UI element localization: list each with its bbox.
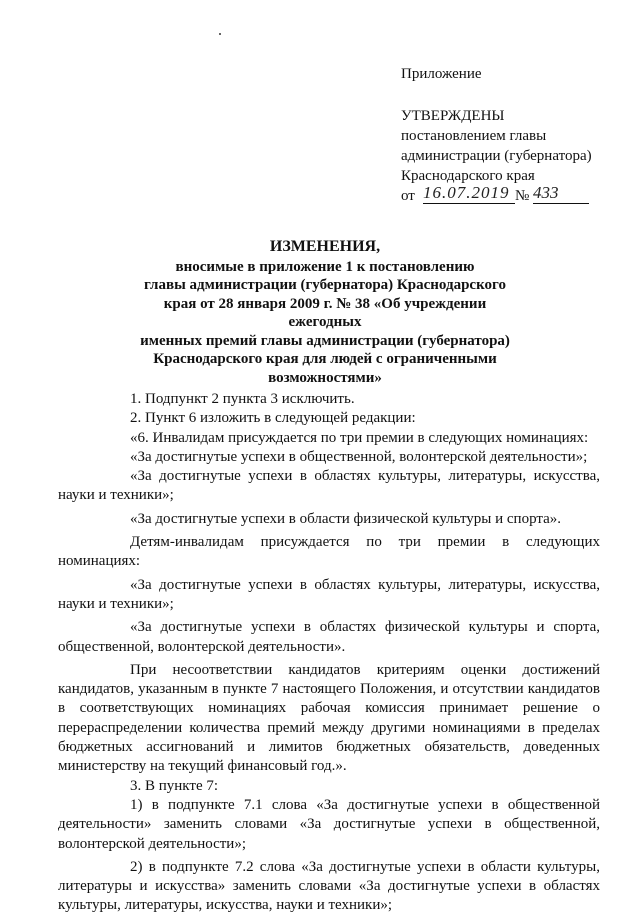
paragraph-2: 2. Пункт 6 изложить в следующей редакции: — [130, 410, 416, 427]
paragraph-7: Детям-инвалидам присуждается по три премии в следующих номинациях: — [58, 534, 600, 570]
document-title — [130, 238, 520, 387]
handwritten-date: 16.07.2019 — [423, 183, 515, 204]
from-label: от — [401, 188, 415, 204]
paragraph-3: «6. Инвалидам присуждается по три премии в следующих номинациях: — [130, 429, 589, 446]
title-line-2: главы администрации (губернатора) Краснодарского — [144, 277, 506, 293]
document-body — [58, 390, 600, 916]
paragraph-8: «За достигнутые успехи в областях культуры, литературы, искусства, науки и техники»; — [58, 576, 600, 612]
scan-speck — [219, 33, 221, 35]
approved-label: УТВЕРЖДЕНЫ — [401, 108, 505, 124]
title-line-6: возможностями» — [268, 369, 382, 386]
paragraph-10: При несоответствии кандидатов критериям оценки достижений кандидатов, указанным в пункте 7 настоящего Положения, и отсутствии кандидатов в соответствующих номинациях рабочая комиссия принимает решение о перераспределении количества премий между другими номинациями в пределах бюджетных ассигнований и лимитов бюджетных обязательств, доведенных министерству на текущий финансовый год.». — [58, 661, 600, 775]
paragraph-4: «За достигнутые успехи в общественной, волонтерской деятельности»; — [130, 448, 588, 465]
approval-line-3: Краснодарского края — [401, 168, 535, 184]
title-main: ИЗМЕНЕНИЯ, — [269, 238, 381, 255]
handwritten-number: 433 — [533, 183, 589, 204]
approval-line-2: администрации (губернатора) — [401, 148, 592, 164]
date-number-line — [401, 183, 631, 208]
approval-line-1: постановлением главы — [401, 128, 547, 144]
paragraph-12: 1) в подпункте 7.1 слова «За достигнутые успехи в общественной деятельности» заменить словами «За достигнутые успехи в общественной, волонтерской деятельности»; — [58, 796, 600, 852]
title-line-3: края от 28 января 2009 г. № 38 «Об учреждении ежегодных — [163, 295, 487, 330]
approval-block — [401, 64, 631, 208]
paragraph-5: «За достигнутые успехи в областях культуры, литературы, искусства, науки и техники»; — [58, 468, 600, 504]
paragraph-11: 3. В пункте 7: — [130, 777, 219, 794]
title-line-1: вносимые в приложение 1 к постановлению — [175, 258, 475, 275]
paragraph-1: 1. Подпункт 2 пункта 3 исключить. — [130, 391, 355, 407]
title-line-4: именных премий главы администрации (губернатора) — [140, 332, 510, 349]
number-sign: № — [515, 188, 530, 204]
paragraph-9: «За достигнутые успехи в областях физической культуры и спорта, общественной, волонтерской деятельности». — [58, 619, 600, 655]
title-line-5: Краснодарского края для людей с ограниченными — [153, 351, 497, 367]
paragraph-6: «За достигнутые успехи в области физической культуры и спорта». — [130, 510, 562, 527]
appendix-label: Приложение — [401, 66, 482, 82]
paragraph-13: 2) в подпункте 7.2 слова «За достигнутые успехи в области культуры, литературы и искусства» заменить словами «За достигнутые успехи в областях культуры, литературы, искусства, науки и техники»; — [58, 858, 600, 914]
